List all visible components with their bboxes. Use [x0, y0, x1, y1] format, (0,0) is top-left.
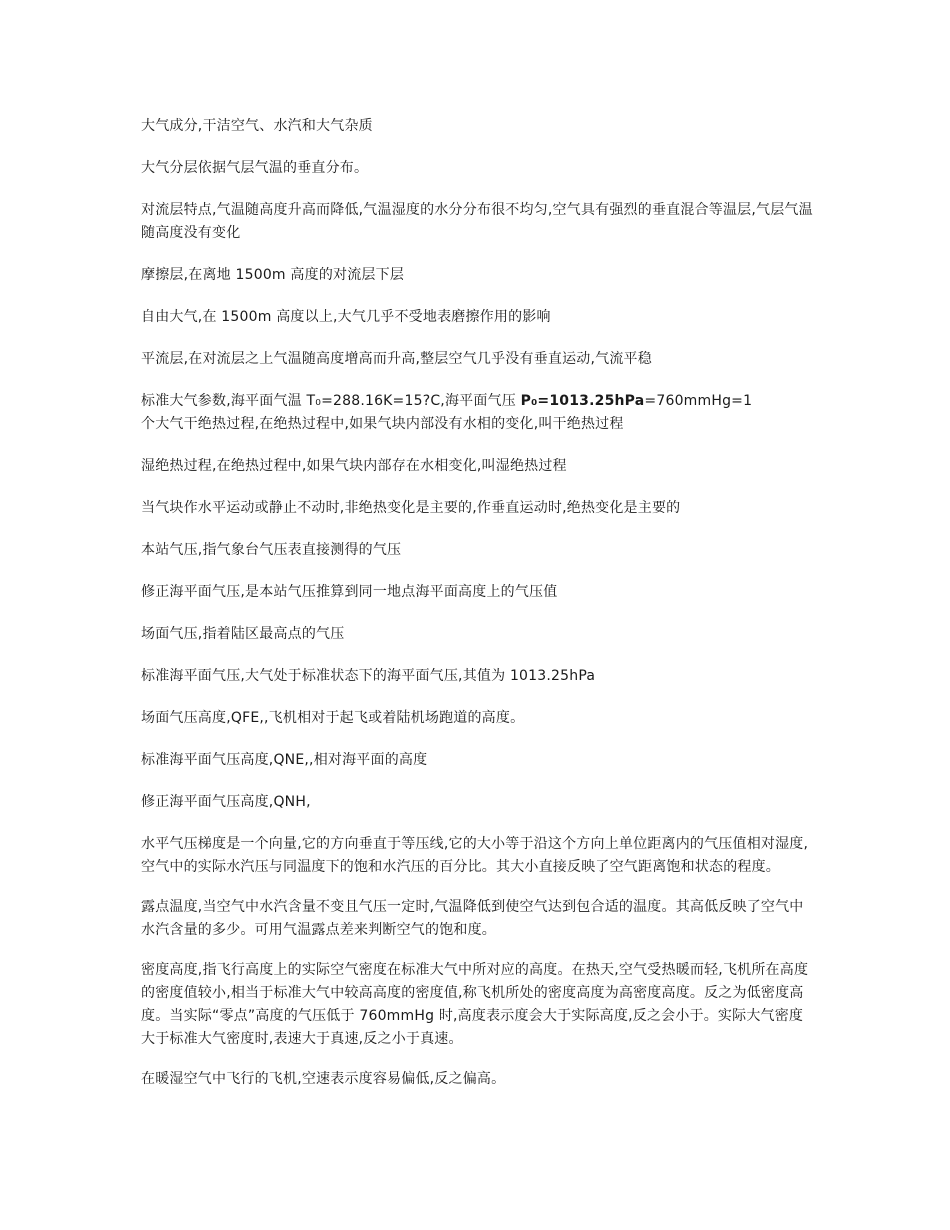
paragraph-qne: 标准海平面气压高度,QNE,,相对海平面的高度: [141, 752, 428, 768]
paragraph-stratosphere: 平流层,在对流层之上气温随高度增高而升高,整层空气几乎没有垂直运动,气流平稳: [141, 351, 652, 367]
paragraph-adiabatic-change: 当气块作水平运动或静止不动时,非绝热变化是主要的,作垂直运动时,绝热变化是主要的: [141, 500, 681, 516]
paragraph-qfe: 场面气压高度,QFE,,飞机相对于起飞或着陆机场跑道的高度。: [141, 710, 525, 726]
paragraph-dew-point: 露点温度,当空气中水汽含量不变且气压一定时,气温降低到使空气达到包合适的温度。其高低反映了空气中水汽含量的多少。可用气温露点差来判断空气的饱和度。: [141, 899, 804, 938]
paragraph-warm-humid-air: 在暖湿空气中飞行的飞机,空速表示度容易偏低,反之偏高。: [141, 1071, 506, 1087]
paragraph-friction-layer: 摩擦层,在离地 1500m 高度的对流层下层: [141, 267, 405, 283]
paragraph-density-altitude: 密度高度,指飞行高度上的实际空气密度在标准大气中所对应的高度。在热天,空气受热暖而轻,飞机所在高度的密度值较小,相当于标准大气中较高高度的密度值,称飞机所处的密度高度为高密度高度。反之为低密度高度。当实际“零点”高度的气压低于 760mmHg 时,高度表示度会大于实际高度,反之会小于。实际大气密度大于标准大气密度时,表速大于真速,反之小于真速。: [141, 962, 809, 1047]
paragraph-atmos-composition: 大气成分,干洁空气、水汽和大气杂质: [141, 118, 373, 134]
std-atmos-pressure-bold: P₀=1013.25hPa: [520, 393, 645, 409]
paragraph-station-pressure: 本站气压,指气象台气压表直接测得的气压: [141, 542, 402, 558]
std-atmos-line-2: 个大气干绝热过程,在绝热过程中,如果气块内部没有水相的变化,叫干绝热过程: [141, 416, 624, 432]
paragraph-standard-slp: 标准海平面气压,大气处于标准状态下的海平面气压,其值为 1013.25hPa: [141, 668, 596, 684]
paragraph-corrected-slp: 修正海平面气压,是本站气压推算到同一地点海平面高度上的气压值: [141, 584, 558, 600]
std-atmos-text-1: 标准大气参数,海平面气温 T₀=288.16K=15?C,海平面气压: [141, 393, 521, 409]
paragraph-standard-atmosphere: [141, 390, 816, 436]
paragraph-atmos-layering: 大气分层依据气层气温的垂直分布。: [141, 160, 369, 176]
paragraph-troposphere: 对流层特点,气温随高度升高而降低,气温湿度的水分分布很不均匀,空气具有强烈的垂直混合等温层,气层气温随高度没有变化: [141, 202, 813, 241]
paragraph-qnh: 修正海平面气压高度,QNH,: [141, 794, 311, 810]
std-atmos-text-2: =760mmHg=1: [644, 393, 753, 409]
paragraph-free-atmosphere: 自由大气,在 1500m 高度以上,大气几乎不受地表磨擦作用的影响: [141, 309, 551, 325]
paragraph-gradient-humidity: 水平气压梯度是一个向量,它的方向垂直于等压线,它的大小等于沿这个方向上单位距离内的气压值相对湿度,空气中的实际水汽压与同温度下的饱和水汽压的百分比。其大小直接反映了空气距离饱和状态的程度。: [141, 836, 809, 875]
paragraph-field-pressure: 场面气压,指着陆区最高点的气压: [141, 626, 345, 642]
document-body: [141, 115, 816, 1091]
paragraph-moist-adiabatic: 湿绝热过程,在绝热过程中,如果气块内部存在水相变化,叫湿绝热过程: [141, 458, 567, 474]
